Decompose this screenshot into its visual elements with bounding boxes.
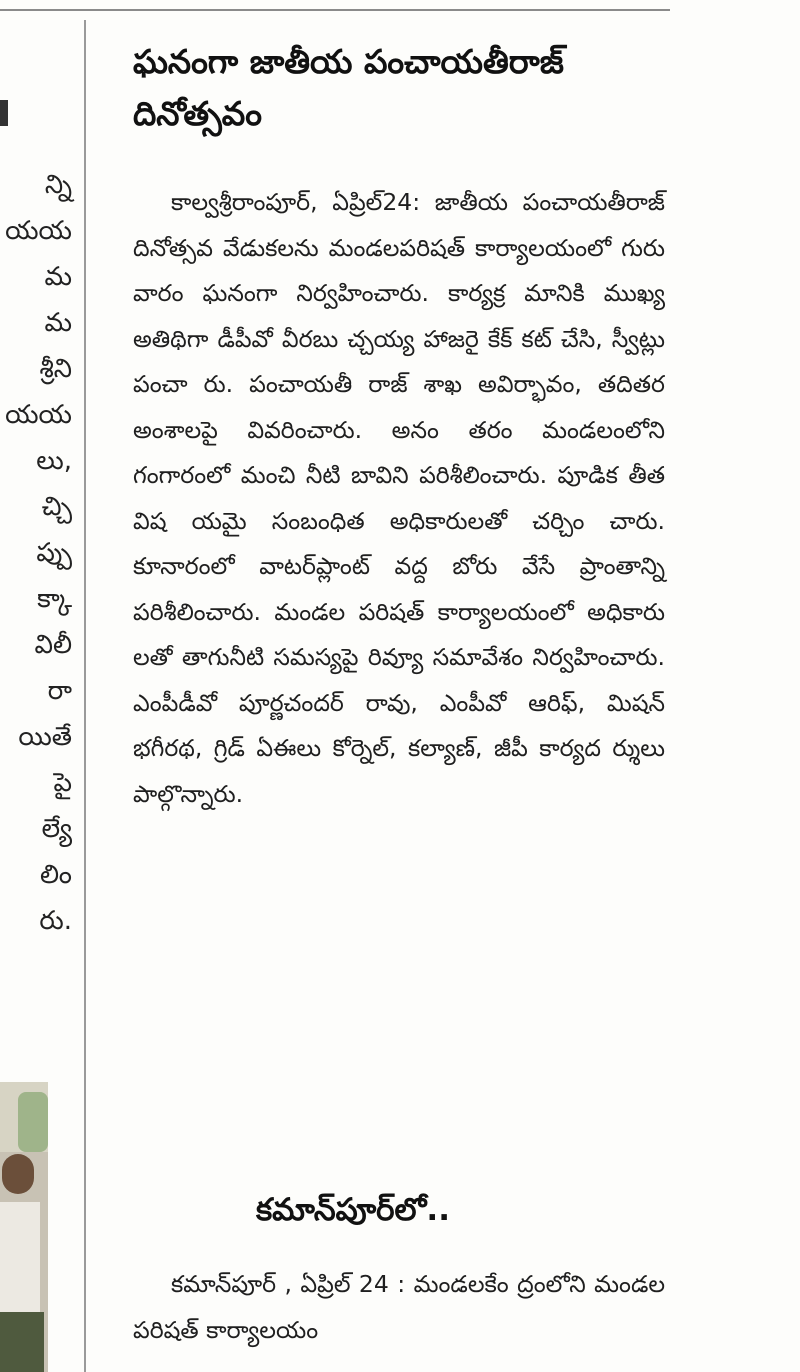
left-fragment: చ్చి [41, 492, 72, 522]
left-fragment: పై [53, 768, 72, 798]
column-divider [84, 20, 86, 1372]
left-fragment: యయ [5, 400, 72, 430]
left-fragment: న్ని [44, 170, 72, 200]
left-fragment: లు, [36, 446, 72, 476]
left-fragment: రు. [39, 906, 72, 936]
article-body-2: కమాన్‌పూర్ , ఏప్రిల్ 24 : మండలకేం ద్రంలోని మండల పరిషత్ కార్యాలయం [133, 1270, 665, 1344]
left-fragment: విలీ [34, 630, 72, 660]
left-column-mark [0, 100, 8, 126]
left-fragment: శ్రీని [39, 354, 72, 384]
left-fragment: యితే [18, 722, 72, 752]
left-fragment: ల్యే [41, 814, 72, 844]
left-photo [0, 1082, 48, 1372]
top-rule [0, 9, 670, 11]
left-column [0, 0, 78, 1372]
left-fragment: లిం [39, 860, 72, 890]
left-fragment: రా [47, 676, 72, 706]
left-fragment: మ [44, 262, 72, 292]
left-fragment: మ [44, 308, 72, 338]
article-body: కాల్వశ్రీరాంపూర్, ఏప్రిల్24: జాతీయ పంచాయతీరాజ్ దినోత్సవ వేడుకలను మండలపరిషత్ కార్యాలయంలో గురు వారం ఘనంగా నిర్వహించారు. కార్యక్ర మానికి ముఖ్య అతిథిగా డీపీవో వీరబు చ్చయ్య హాజరై కేక్ కట్ చేసి, స్వీట్లు పంచా రు. పంచాయతీ రాజ్ శాఖ అవిర్భావం, తదితర అంశాలపై వివరించారు. అనం తరం మండలంలోని గంగారంలో మంచి నీటి బావిని పరిశీలించారు. పూడిక తీత విష యమై సంబంధిత అధికారులతో చర్చిం చారు. కూనారంలో వాటర్‌ప్లాంట్ వద్ద బోరు వేసే ప్రాంతాన్ని పరిశీలించారు. మండల పరిషత్ కార్యాలయంలో అధికారు లతో తాగునీటి సమస్యపై రివ్యూ సమావేశం నిర్వహించారు. ఎంపీడీవో పూర్ణచందర్ రావు, ఎంపీవో ఆరిఫ్, మిషన్ భగీరథ, గ్రిడ్ ఏఈలు కోర్నెల్, కల్యాణ్, జీపీ కార్యద ర్శులు పాల్గొన్నారు. [133, 188, 665, 808]
left-fragment: యయ [5, 216, 72, 246]
left-fragment: క్కా [37, 584, 72, 614]
left-fragment: ప్పు [36, 538, 72, 568]
article-subhead: కమాన్‌పూర్‌లో.. [256, 1192, 450, 1228]
article-headline: ఘనంగా జాతీయ పంచాయతీరాజ్ దినోత్సవం [133, 42, 564, 133]
